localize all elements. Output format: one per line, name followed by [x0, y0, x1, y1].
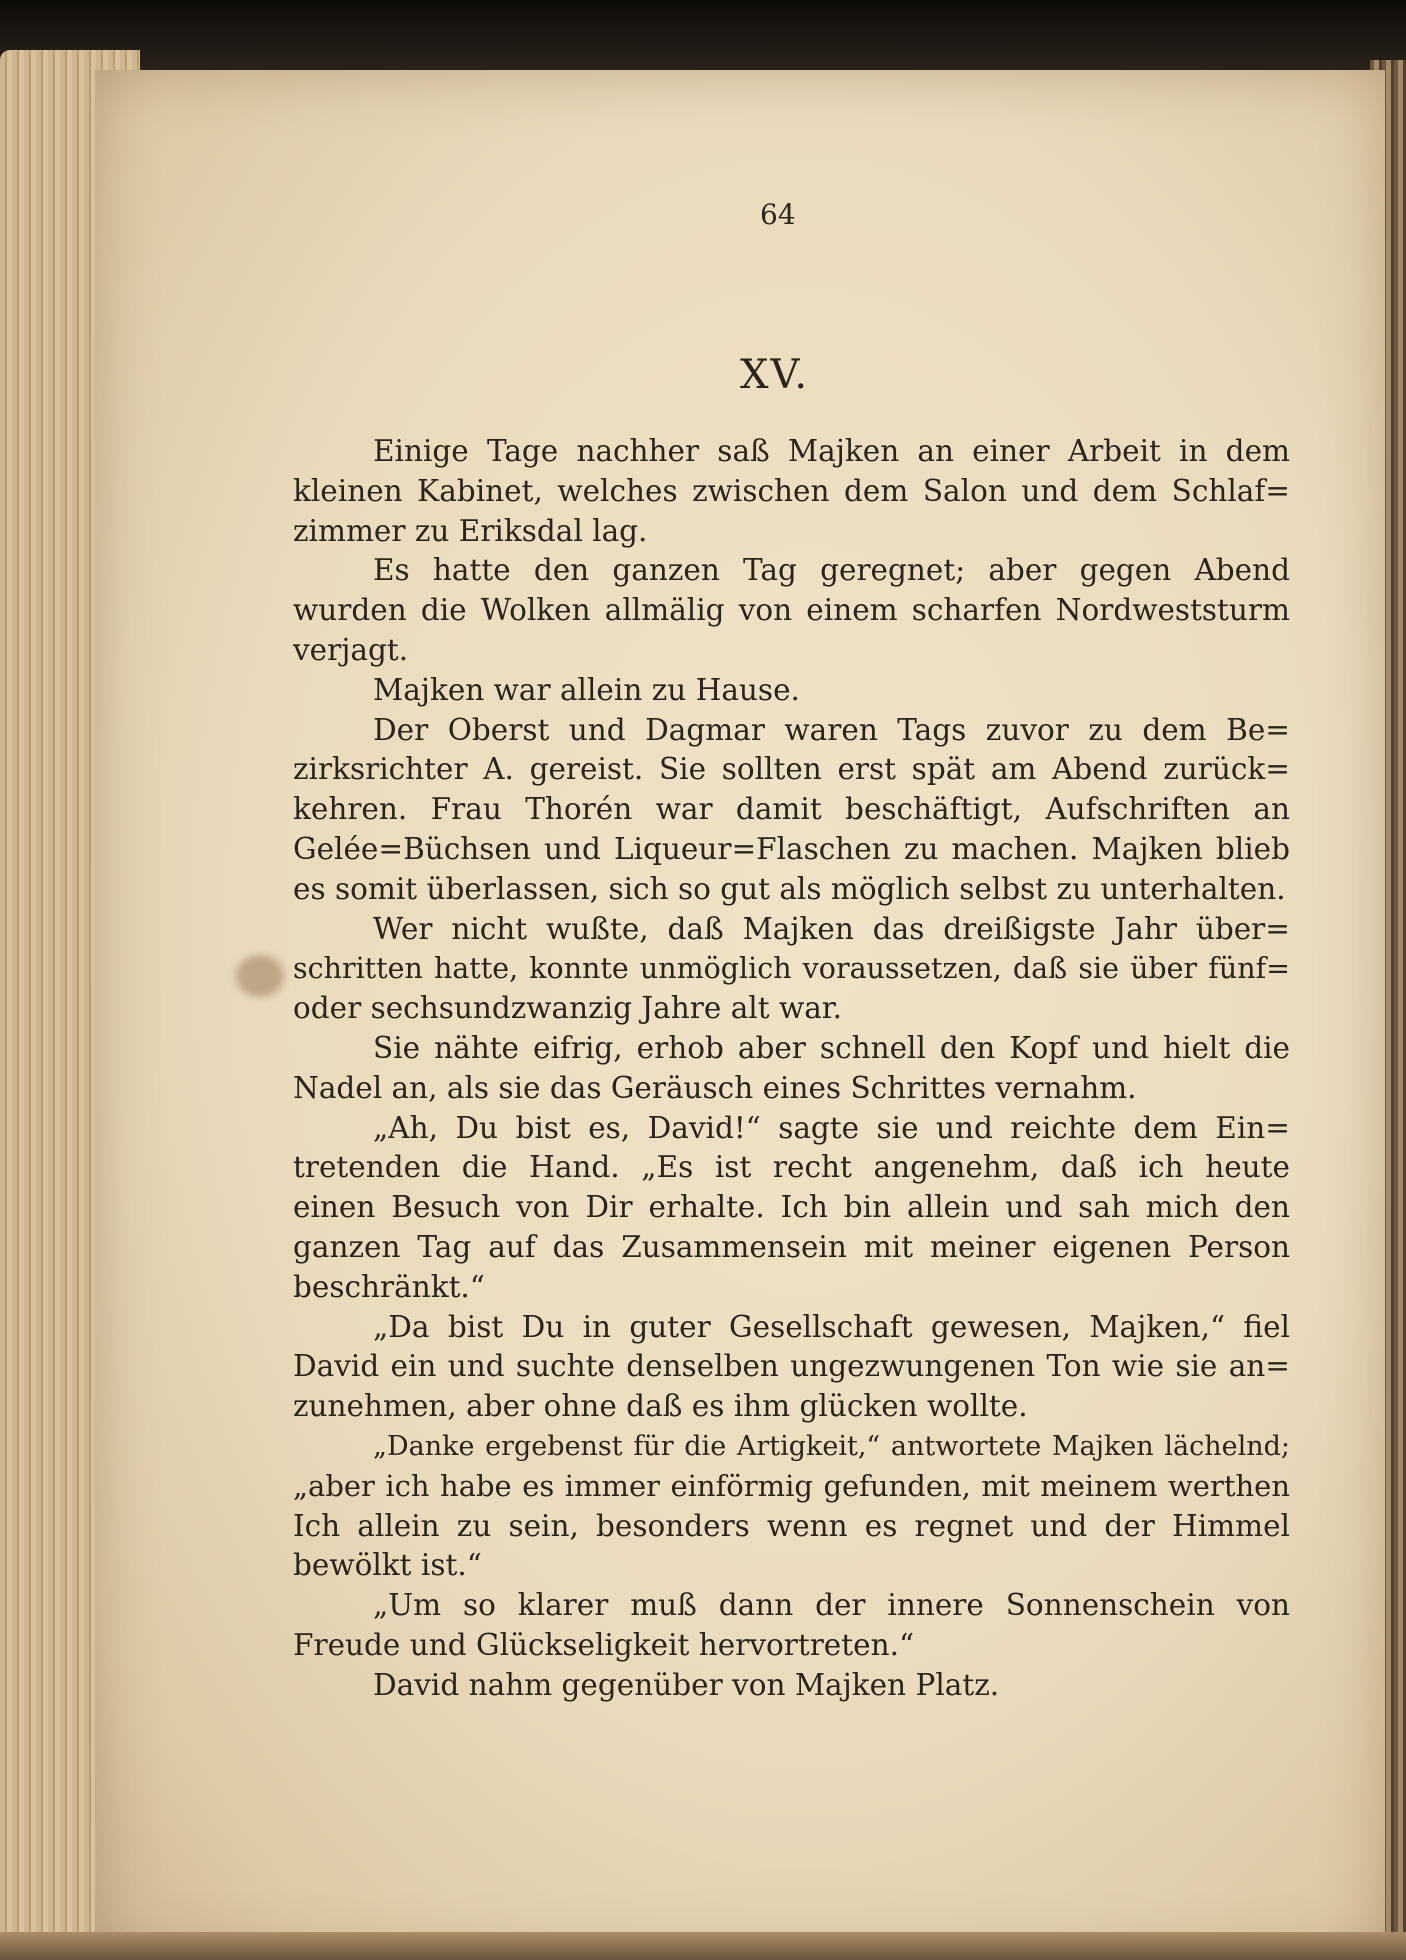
- body-text: [293, 432, 1290, 1706]
- paper-stain: [236, 955, 284, 997]
- text-line: ganzen Tag auf das Zusammensein mit meiner eigenen Person: [293, 1229, 1290, 1264]
- text-line: beschränkt.“: [293, 1269, 485, 1304]
- text-line: oder sechsundzwanzig Jahre alt war.: [293, 991, 843, 1026]
- text-line: „Da bist Du in guter Gesellschaft gewesen, Majken,“ fiel: [373, 1309, 1290, 1344]
- text-line: verjagt.: [293, 632, 409, 667]
- text-line: David nahm gegenüber von Majken Platz.: [373, 1667, 1000, 1702]
- text-line: wurden die Wolken allmälig von einem scharfen Nordweststurm: [293, 593, 1290, 628]
- text-line: Einige Tage nachher saß Majken an einer Arbeit in dem: [373, 434, 1290, 468]
- text-line: schritten hatte, konnte unmöglich voraussetzen, daß sie über fünf=: [293, 952, 1290, 986]
- text-line: zunehmen, aber ohne daß es ihm glücken wollte.: [293, 1389, 1028, 1424]
- text-line: „aber ich habe es immer einförmig gefunden, mit meinem werthen: [293, 1468, 1290, 1503]
- bottom-page-edge: [0, 1932, 1406, 1960]
- text-line: Ich allein zu sein, besonders wenn es regnet und der Himmel: [293, 1508, 1290, 1543]
- text-line: Freude und Glückseligkeit hervortreten.“: [293, 1627, 915, 1662]
- text-line: tretenden die Hand. „Es ist recht angenehm, daß ich heute: [293, 1150, 1290, 1185]
- text-line: zirksrichter A. gereist. Sie sollten erst spät am Abend zurück=: [293, 752, 1290, 787]
- text-line: Gelée=Büchsen und Liqueur=Flaschen zu machen. Majken blieb: [293, 831, 1290, 866]
- chapter-heading: XV.: [740, 352, 810, 398]
- text-line: Wer nicht wußte, daß Majken das dreißigste Jahr über=: [373, 911, 1290, 946]
- text-line: Der Oberst und Dagmar waren Tags zuvor zu dem Be=: [373, 712, 1290, 747]
- text-line: David ein und suchte denselben ungezwungenen Ton wie sie an=: [293, 1349, 1290, 1384]
- text-line: bewölkt ist.“: [293, 1548, 482, 1583]
- text-line: „Danke ergebenst für die Artigkeit,“ antwortete Majken lächelnd;: [373, 1430, 1290, 1462]
- page-number: 64: [760, 198, 796, 231]
- text-line: Nadel an, als sie das Geräusch eines Schrittes vernahm.: [293, 1070, 1137, 1105]
- text-line: Sie nähte eifrig, erhob aber schnell den Kopf und hielt die: [373, 1030, 1290, 1065]
- text-line: „Um so klarer muß dann der innere Sonnenschein von: [373, 1588, 1290, 1623]
- text-line: kleinen Kabinet, welches zwischen dem Salon und dem Schlaf=: [293, 473, 1290, 508]
- text-line: Es hatte den ganzen Tag geregnet; aber gegen Abend: [373, 553, 1290, 588]
- text-line: es somit überlassen, sich so gut als möglich selbst zu unterhalten.: [293, 871, 1286, 906]
- text-line: einen Besuch von Dir erhalte. Ich bin allein und sah mich den: [293, 1190, 1290, 1225]
- text-line: zimmer zu Eriksdal lag.: [293, 513, 648, 548]
- scan-background: [0, 0, 1406, 70]
- text-line: Majken war allein zu Hause.: [373, 672, 800, 707]
- text-line: kehren. Frau Thorén war damit beschäftigt, Aufschriften an: [293, 792, 1290, 827]
- text-line: „Ah, Du bist es, David!“ sagte sie und reichte dem Ein=: [373, 1110, 1290, 1145]
